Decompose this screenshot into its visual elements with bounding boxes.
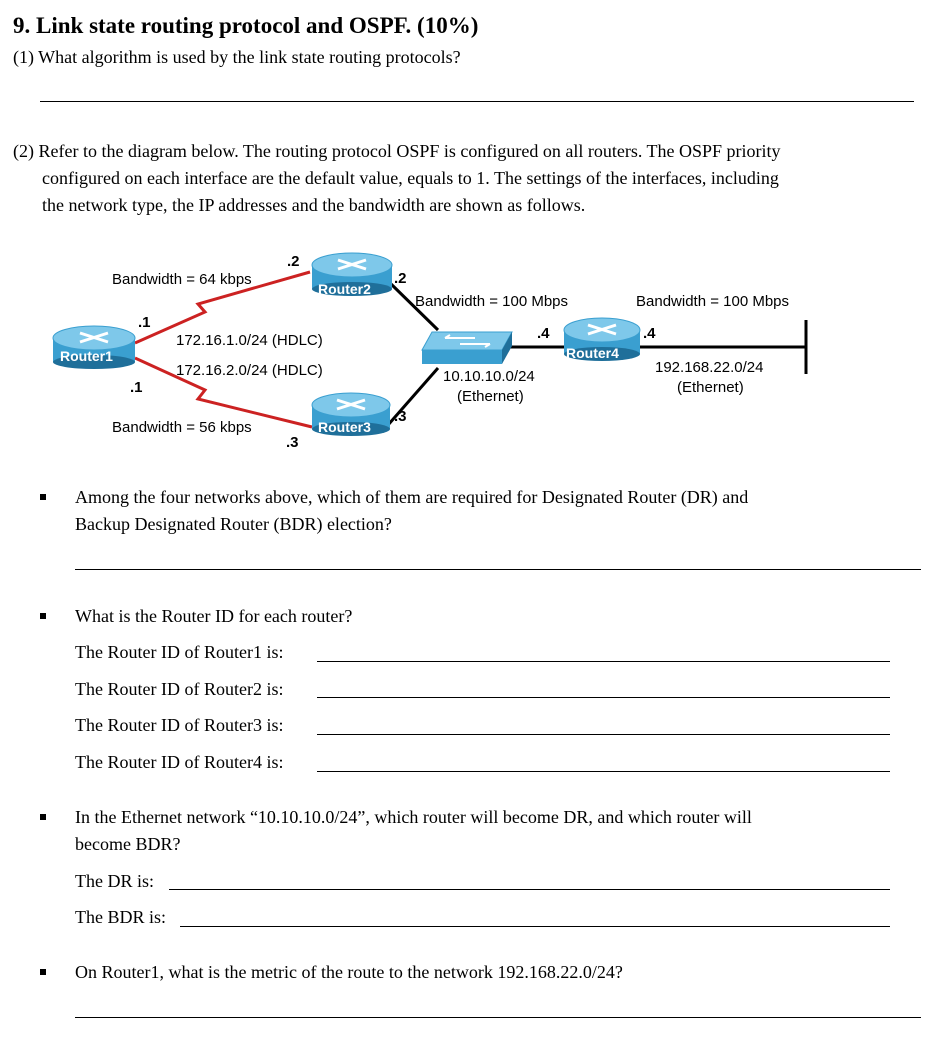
interface-r4-left: .4 [537, 325, 550, 342]
bullet-1-text [75, 484, 748, 538]
network-diagram [0, 240, 941, 460]
router3-label: Router3 [318, 419, 371, 435]
interface-r2-right: .2 [394, 270, 407, 287]
router4-label: Router4 [566, 345, 619, 361]
answer-line-dr-networks [75, 569, 921, 570]
question-2-text [13, 138, 913, 219]
answer-line-router1-id [317, 661, 890, 662]
bandwidth-label-r2-switch: Bandwidth = 100 Mbps [415, 293, 569, 310]
interface-r2-left: .2 [287, 253, 300, 270]
answer-line-dr [169, 889, 890, 890]
bullet-3-line-2: become BDR? [75, 834, 181, 854]
q2-line-1: (2) Refer to the diagram below. The routing protocol OSPF is configured on all routers. The OSPF priority [13, 141, 781, 161]
answer-line-q1 [40, 101, 914, 102]
router-id-row-1-label: The Router ID of Router1 is: [75, 642, 284, 662]
bullet-marker-4 [40, 969, 46, 975]
interface-r3-right: .3 [394, 408, 407, 425]
router-id-row-4-label: The Router ID of Router4 is: [75, 752, 284, 772]
interface-r4-right: .4 [643, 325, 656, 342]
network-label-2: 172.16.2.0/24 (HDLC) [176, 362, 323, 379]
bullet-marker-1 [40, 494, 46, 500]
answer-line-metric [75, 1017, 921, 1018]
answer-line-router4-id [317, 771, 890, 772]
answer-line-bdr [180, 926, 890, 927]
bandwidth-label-r1-r2: Bandwidth = 64 kbps [112, 271, 252, 288]
network-label-3-type: (Ethernet) [457, 388, 524, 405]
network-label-3-address: 10.10.10.0/24 [443, 368, 535, 385]
router2-label: Router2 [318, 281, 371, 297]
bandwidth-label-r1-r3: Bandwidth = 56 kbps [112, 419, 252, 436]
interface-r1-top: .1 [138, 314, 151, 331]
bullet-4-text: On Router1, what is the metric of the route to the network 192.168.22.0/24? [75, 962, 623, 982]
bullet-1-line-2: Backup Designated Router (BDR) election? [75, 514, 392, 534]
question-1-text: (1) What algorithm is used by the link state routing protocols? [13, 47, 461, 67]
bullet-3-text [75, 804, 752, 858]
bullet-1-line-1: Among the four networks above, which of them are required for Designated Router (DR) and [75, 487, 749, 507]
bullet-marker-2 [40, 613, 46, 619]
bullet-2-title: What is the Router ID for each router? [75, 606, 353, 626]
question-heading: 9. Link state routing protocol and OSPF. (10%) [13, 13, 479, 38]
switch-icon [422, 332, 512, 364]
bullet-3-line-1: In the Ethernet network “10.10.10.0/24”, which router will become DR, and which router will [75, 807, 752, 827]
network-label-4-type: (Ethernet) [677, 379, 744, 396]
router-id-row-2-label: The Router ID of Router2 is: [75, 679, 284, 699]
interface-r3-left: .3 [286, 434, 299, 451]
q2-line-2: configured on each interface are the default value, equals to 1. The settings of the interfaces, including [42, 168, 779, 188]
router1-label: Router1 [60, 348, 113, 364]
interface-r1-bottom: .1 [130, 379, 143, 396]
dr-label: The DR is: [75, 871, 154, 891]
network-label-4-address: 192.168.22.0/24 [655, 359, 764, 376]
bullet-marker-3 [40, 814, 46, 820]
router-id-row-3-label: The Router ID of Router3 is: [75, 715, 284, 735]
answer-line-router3-id [317, 734, 890, 735]
answer-line-router2-id [317, 697, 890, 698]
bdr-label: The BDR is: [75, 907, 167, 927]
bandwidth-label-r4-lan: Bandwidth = 100 Mbps [636, 293, 790, 310]
network-label-1: 172.16.1.0/24 (HDLC) [176, 332, 323, 349]
q2-line-3: the network type, the IP addresses and the bandwidth are shown as follows. [42, 195, 586, 215]
